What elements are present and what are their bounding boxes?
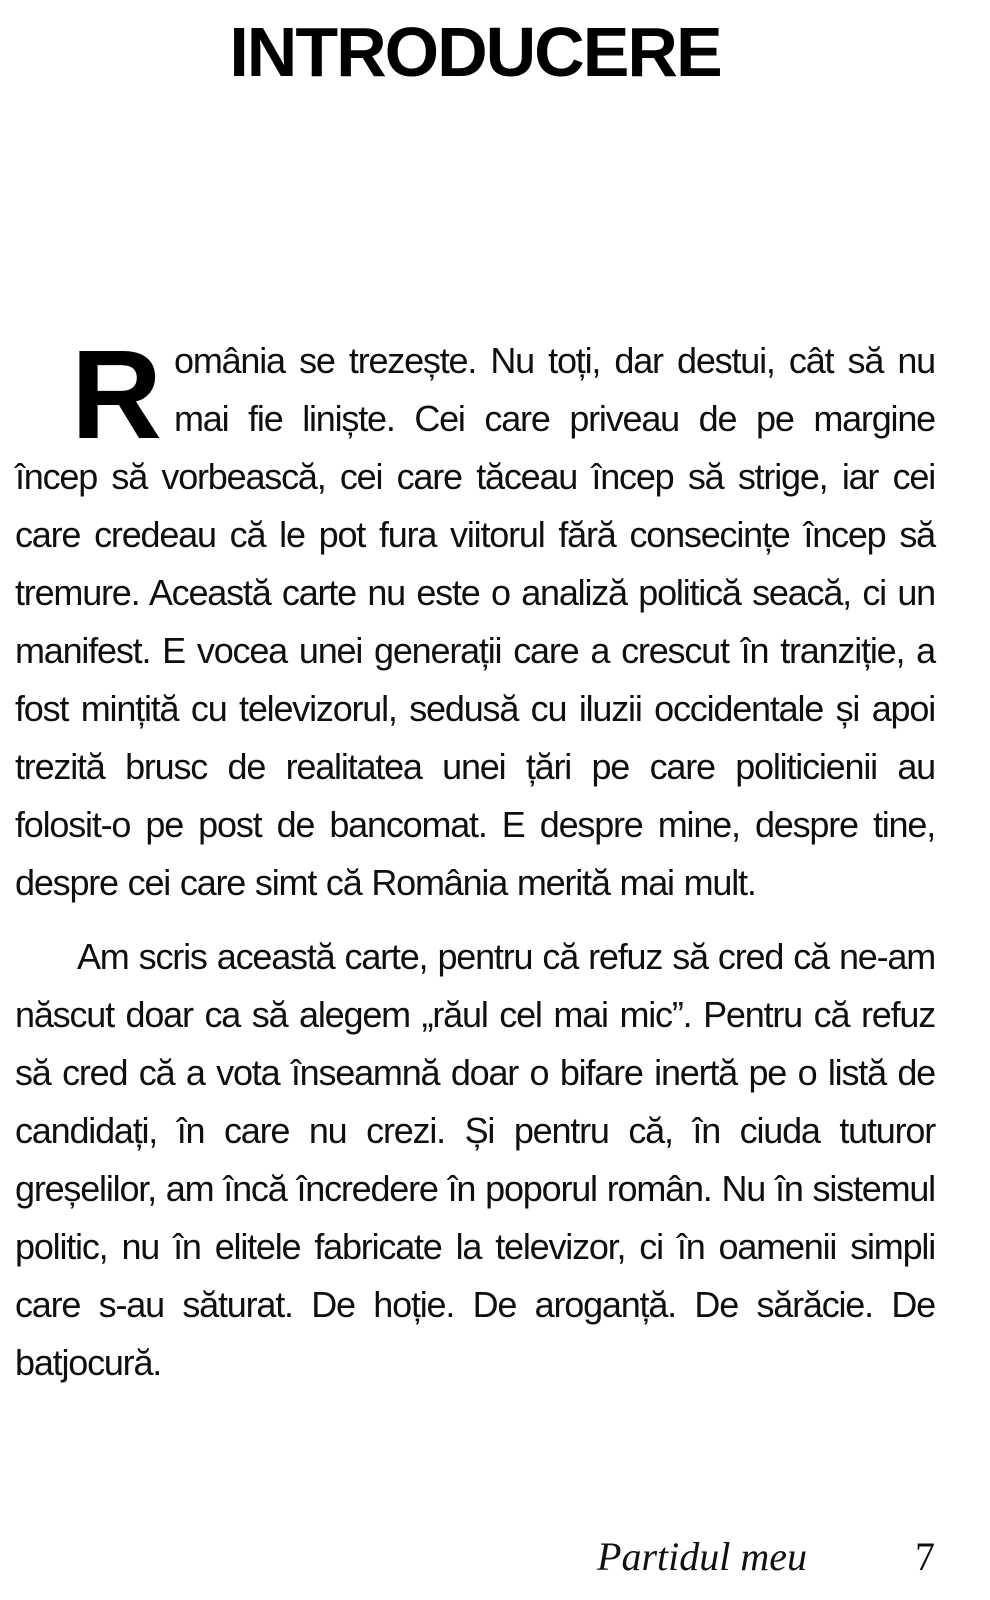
drop-cap-letter: R <box>71 323 162 465</box>
paragraph <box>15 928 935 1392</box>
paragraph-text: omânia se trezește. Nu toți, dar destui, cât să nu mai fie liniște. Cei care priveau de pe margine încep să vorbească, cei care tăceau încep să strige, iar cei care credeau că le pot fura viitorul fără consecințe încep să tremure. Această carte nu este o analiză politică seacă, ci un manifest. E vocea unei generații care a crescut în tranziție, a fost mințită cu televizorul, sedusă cu iluzii occidentale și apoi trezită brusc de realitatea unei țări pe care politicienii au folosit-o pe post de bancomat. E despre mine, despre tine, despre cei care simt că România merită mai mult. <box>15 339 935 903</box>
chapter-title: INTRODUCERE <box>229 13 721 91</box>
page-footer <box>15 1534 935 1580</box>
paragraph-text: Am scris această carte, pentru că refuz să cred că ne-am născut doar ca să alegem „răul cel mai mic”. Pentru că refuz să cred că a vota înseamnă doar o bifare inertă pe o listă de candidați, în care nu crezi. Și pentru că, în ciuda tuturor greșelilor, am încă încredere în poporul român. Nu în sistemul politic, nu în elitele fabricate la televizor, ci în oamenii simpli care s-au săturat. De hoție. De aroganță. De sărăcie. De batjocură. <box>15 935 935 1383</box>
paragraph <box>15 323 935 912</box>
running-footer-book-title: Partidul meu <box>597 1534 807 1579</box>
chapter-body <box>15 323 935 1392</box>
page-number: 7 <box>915 1534 935 1579</box>
